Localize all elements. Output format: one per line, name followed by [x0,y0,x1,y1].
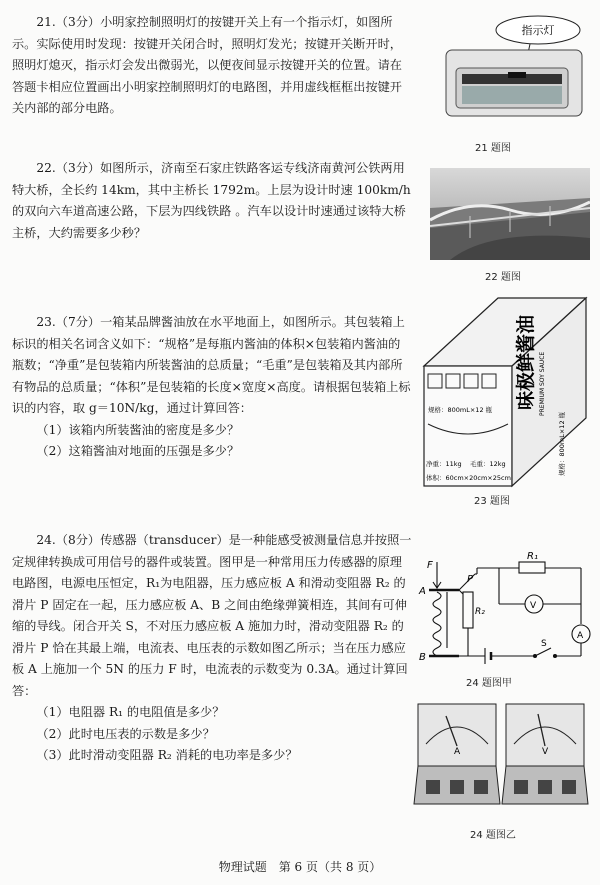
figure-21-switch [438,10,588,120]
question-22-text: 22.（3分）如图所示，济南至石家庄铁路客运专线济南黄河公铁两用特大桥，全长约 14km，其中主桥长 1792m。上层为设计时速 100km/h 的双向六车道高速公路，下层为四线铁路 。汽车以设计时速通过该特大桥主桥，大约需要多少秒？ [12,161,411,240]
box-brand: 味极鲜酱油 [515,314,537,410]
label-R1: R₁ [527,551,538,562]
figure-24b-meters [412,700,592,818]
figure-23-soy-sauce-box [414,288,594,498]
ammeter-symbol: A [577,631,584,641]
figure-23-caption: 23 题图 [474,496,510,507]
box-spec: 规格：800mL×12 瓶 [428,406,493,414]
label-S: S [541,639,547,649]
figure-22-bridge-photo [430,168,590,260]
question-24 [12,530,412,767]
figure-24b-caption: 24 题图乙 [470,830,516,841]
label-B: B [419,652,426,663]
figure-24a-caption: 24 题图甲 [466,678,512,689]
question-21-text: 21.（3分）小明家控制照明灯的按键开关上有一个指示灯，如图所示。实际使用时发现：按键开关闭合时，照明灯发光；按键开关断开时，照明灯熄灭，指示灯会发出微弱光，以便夜间显示按键开关的位置。请在答题卡相应位置画出小明家控制照明灯的电路图，并用虚线框框出按键开关内部的部分电路。 [12,15,402,115]
voltmeter-symbol: V [530,601,537,611]
question-21 [12,12,412,120]
box-net-weight: 净重：11kg [426,460,462,468]
label-A: A [419,586,426,597]
page-footer: 物理试题 第 6 页（共 8 页） [218,860,382,874]
ammeter-dial-letter: A [454,747,461,757]
question-23 [12,312,412,463]
question-24-sub3: （3）此时滑动变阻器 R₂ 消耗的电功率是多少？ [36,748,298,762]
box-volume: 体积：60cm×20cm×25cm [426,474,511,482]
figure-24a-circuit [415,548,595,670]
box-brand-en: PREMIUM SOY SAUCE [539,351,546,416]
label-R2: R₂ [475,607,485,617]
voltmeter-dial-letter: V [542,747,549,757]
question-23-sub2: （2）这箱酱油对地面的压强是多少？ [36,444,240,458]
figure-21-caption: 21 题图 [475,143,511,154]
indicator-label: 指示灯 [521,24,555,37]
question-22 [12,158,412,244]
question-23-text: 23.（7分）一箱某品牌酱油放在水平地面上，如图所示。其包装箱上标识的相关名词含义如下：“规格”是每瓶内酱油的体积×包装箱内酱油的瓶数；“净重”是包装箱内所装酱油的总质量；“毛重”是包装箱及其内部所有物品的总质量；“体积”是包装箱的长度×宽度×高度。请根据包装箱上标识的内容，取 g＝10N/kg，通过计算回答： [12,315,411,415]
box-gross-weight: 毛重：12kg [470,460,506,468]
question-24-sub2: （2）此时电压表的示数是多少？ [36,726,215,741]
label-P: P [467,574,474,585]
question-23-sub1: （1）该箱内所装酱油的密度是多少？ [36,422,240,437]
question-24-sub1: （1）电阻器 R₁ 的电阻值是多少？ [36,705,225,719]
label-F: F [427,560,433,571]
figure-22-caption: 22 题图 [485,272,521,283]
question-24-text: 24.（8分）传感器（transducer）是一种能感受被测量信息并按照一定规律转换成可用信号的器件或装置。图甲是一种常用压力传感器的原理电路图，电源电压恒定，R₁为电阻器，压力感应板 A 和滑动变阻器 R₂ 的滑片 P 固定在一起，压力感应板 A、B 之间由绝缘弹簧相连，其间有可伸缩的导线。闭合开关 S，不对压力感应板 A 施加力时，滑动变阻器 R₂ 的滑片 P 恰在其最上端，电流表、电压表的示数如图乙所示；当在压力感应板 A 上施加一个 5N 的压力 F 时，电流表的示数变为 0.3A。通过计算回答： [12,533,412,698]
box-side-spec: 规格：800mL×12 瓶 [558,411,566,476]
